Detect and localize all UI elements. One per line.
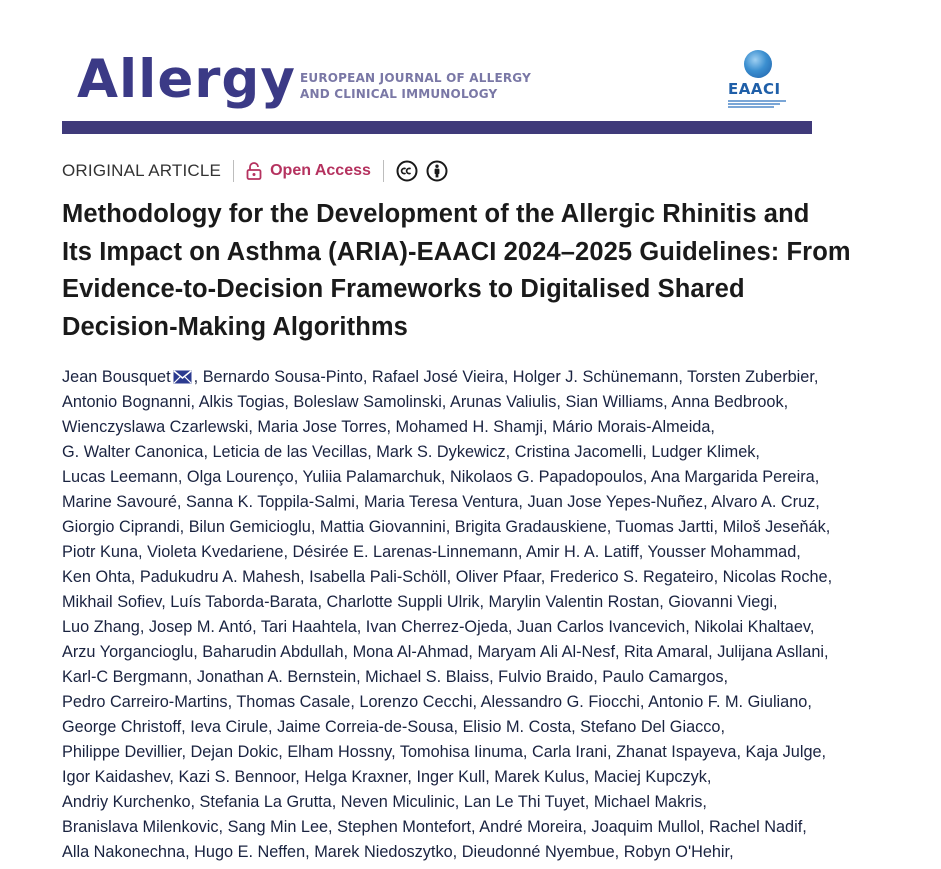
title-line: Methodology for the Development of the Allergic Rhinitis and — [62, 200, 810, 228]
creative-commons-icon[interactable] — [396, 160, 418, 182]
eaaci-logo[interactable] — [728, 48, 790, 112]
meta-divider-2 — [383, 160, 384, 182]
corresponding-author[interactable]: Jean Bousquet — [62, 368, 171, 386]
open-access-label: Open Access — [270, 162, 371, 179]
author-line: George Christoff, Ieva Cirule, Jaime Correia-de-Sousa, Elisio M. Costa, Stefano Del Giacco, — [62, 718, 725, 736]
title-line: Evidence-to-Decision Frameworks to Digitalised Shared — [62, 275, 745, 303]
author-names: , Bernardo Sousa-Pinto, Rafael José Vieira, Holger J. Schünemann, Torsten Zuberbier, — [193, 368, 819, 386]
article-meta — [62, 158, 448, 184]
banner-rule — [62, 121, 812, 134]
author-line: Piotr Kuna, Violeta Kvedariene, Désirée E. Larenas-Linnemann, Amir H. A. Latiff, Yousser Mohammad, — [62, 543, 801, 561]
author-line: Giorgio Ciprandi, Bilun Gemicioglu, Mattia Giovannini, Brigita Gradauskiene, Tuomas Jartti, Miloš Jeseňák, — [62, 518, 831, 536]
author-line: Marine Savouré, Sanna K. Toppila-Salmi, Maria Teresa Ventura, Juan Jose Yepes-Nuñez, Alvaro A. Cruz, — [62, 493, 820, 511]
journal-wordmark[interactable]: Allergy — [77, 49, 296, 110]
journal-subtitle-line-2: AND CLINICAL IMMUNOLOGY — [300, 87, 498, 101]
title-line: Its Impact on Asthma (ARIA)-EAACI 2024–2025 Guidelines: From — [62, 237, 851, 266]
open-lock-icon — [246, 162, 262, 180]
author-line: Alla Nakonechna, Hugo E. Neffen, Marek Niedoszytko, Dieudonné Nyembue, Robyn O'Hehir, — [62, 843, 734, 861]
license-icons[interactable] — [396, 160, 448, 182]
eaaci-tagline-graphic — [728, 99, 794, 109]
journal-banner — [62, 36, 812, 134]
author-line: Karl-C Bergmann, Jonathan A. Bernstein, Michael S. Blaiss, Fulvio Braido, Paulo Camargos, — [62, 668, 729, 686]
author-line: Pedro Carreiro-Martins, Thomas Casale, Lorenzo Cecchi, Alessandro G. Fiocchi, Antonio F. M. Giuliano, — [62, 693, 812, 711]
author-line: Mikhail Sofiev, Luís Taborda-Barata, Charlotte Suppli Ulrik, Marylin Valentin Rostan, Giovanni Viegi, — [62, 593, 778, 611]
eaaci-logo-text: EAACI — [728, 80, 781, 98]
article-title — [62, 196, 932, 346]
author-line: Branislava Milenkovic, Sang Min Lee, Stephen Montefort, André Moreira, Joaquim Mullol, Rachel Nadif, — [62, 818, 807, 836]
meta-divider — [233, 160, 234, 182]
author-line — [62, 365, 932, 390]
article-type: ORIGINAL ARTICLE — [62, 161, 222, 180]
author-line: Lucas Leemann, Olga Lourenço, Yuliia Palamarchuk, Nikolaos G. Papadopoulos, Ana Margarida Pereira, — [62, 468, 820, 486]
author-line: Luo Zhang, Josep M. Antó, Tari Haahtela, Ivan Cherrez-Ojeda, Juan Carlos Ivancevich, Nikolai Khaltaev, — [62, 618, 815, 636]
author-line: Antonio Bognanni, Alkis Togias, Boleslaw Samolinski, Arunas Valiulis, Sian Williams, Anna Bedbrook, — [62, 393, 789, 411]
journal-subtitle — [300, 70, 531, 102]
journal-subtitle-line-1: EUROPEAN JOURNAL OF ALLERGY — [300, 71, 531, 85]
author-line: Andriy Kurchenko, Stefania La Grutta, Neven Miculinic, Lan Le Thi Tuyet, Michael Makris, — [62, 793, 707, 811]
title-line: Decision-Making Algorithms — [62, 312, 408, 341]
author-line: Ken Ohta, Padukudru A. Mahesh, Isabella Pali-Schöll, Oliver Pfaar, Frederico S. Regateiro, Nicolas Roche, — [62, 568, 833, 586]
author-list — [62, 365, 932, 865]
open-access-badge[interactable] — [246, 162, 371, 180]
author-line: Igor Kaidashev, Kazi S. Bennoor, Helga Kraxner, Inger Kull, Marek Kulus, Maciej Kupczyk, — [62, 768, 712, 786]
author-line: Wienczyslawa Czarlewski, Maria Jose Torres, Mohamed H. Shamji, Mário Morais-Almeida, — [62, 418, 715, 436]
attribution-icon[interactable] — [426, 160, 448, 182]
author-line: G. Walter Canonica, Leticia de las Vecillas, Mark S. Dykewicz, Cristina Jacomelli, Ludger Klimek, — [62, 443, 760, 461]
envelope-icon[interactable] — [173, 370, 192, 384]
author-line: Arzu Yorgancioglu, Baharudin Abdullah, Mona Al-Ahmad, Maryam Ali Al-Nesf, Rita Amaral, Julijana Asllani, — [62, 643, 829, 661]
author-line: Philippe Devillier, Dejan Dokic, Elham Hossny, Tomohisa Iinuma, Carla Irani, Zhanat Ispayeva, Kaja Julge, — [62, 743, 827, 761]
globe-icon — [744, 50, 772, 78]
